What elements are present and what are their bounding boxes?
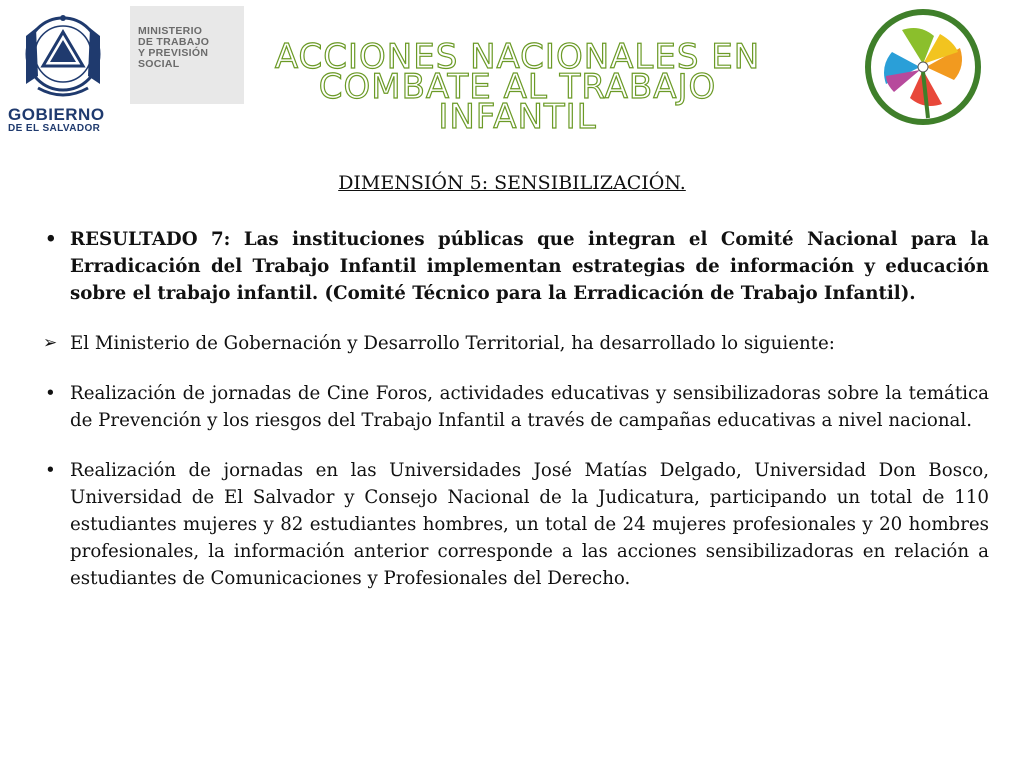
slide-title: ACCIONES NACIONALES EN COMBATE AL TRABAJO INFANTIL bbox=[274, 37, 761, 137]
ministry-label-box bbox=[130, 6, 244, 104]
government-name bbox=[8, 106, 128, 134]
bullet-marker: • bbox=[45, 383, 56, 404]
list-item-result bbox=[45, 226, 989, 307]
bullet-marker: • bbox=[45, 460, 56, 481]
list-item-universidades bbox=[45, 457, 989, 592]
section-subtitle: DIMENSIÓN 5: SENSIBILIZACIÓN. bbox=[338, 172, 686, 194]
government-name-line2: DE EL SALVADOR bbox=[8, 123, 101, 134]
list-item-text: Realización de jornadas en las Universidades José Matías Delgado, Universidad Don Bosco, Universidad de El Salvador y Consejo Nacional de la Judicatura, participando un total de 110 estudiantes mujeres y 82 estudiantes hombres, un total de 24 mujeres profesionales y 20 hombres profesionales, la información anterior corresponde a las acciones sensibilizadoras en relación a estudiantes de Comunicaciones y Profesionales del Derecho. bbox=[70, 460, 989, 589]
coat-of-arms-icon bbox=[8, 6, 123, 104]
content-body bbox=[45, 226, 989, 615]
list-item-text: Realización de jornadas de Cine Foros, actividades educativas y sensibilizadoras sobre la temática de Prevención y los riesgos del Trabajo Infantil a través de campañas educativas a nivel nacional. bbox=[70, 383, 989, 431]
government-logo bbox=[8, 6, 244, 136]
government-name-line1: GOBIERNO bbox=[8, 105, 105, 124]
list-item-text: RESULTADO 7: Las instituciones públicas que integran el Comité Nacional para la Erradicación del Trabajo Infantil implementan estrategias de información y educación sobre el trabajo infantil. (Comité Técnico para la Erradicación de Trabajo Infantil). bbox=[70, 229, 989, 304]
pinwheel-icon bbox=[862, 6, 984, 128]
ministry-name: MINISTERIO DE TRABAJO Y PREVISIÓN SOCIAL bbox=[138, 25, 210, 70]
bullet-marker: • bbox=[45, 229, 57, 250]
list-item-ministry bbox=[45, 330, 989, 357]
list-item-text: El Ministerio de Gobernación y Desarrollo Territorial, ha desarrollado lo siguiente: bbox=[70, 333, 835, 354]
arrow-bullet-icon: ➢ bbox=[43, 333, 58, 353]
list-item-cine-foros bbox=[45, 380, 989, 434]
